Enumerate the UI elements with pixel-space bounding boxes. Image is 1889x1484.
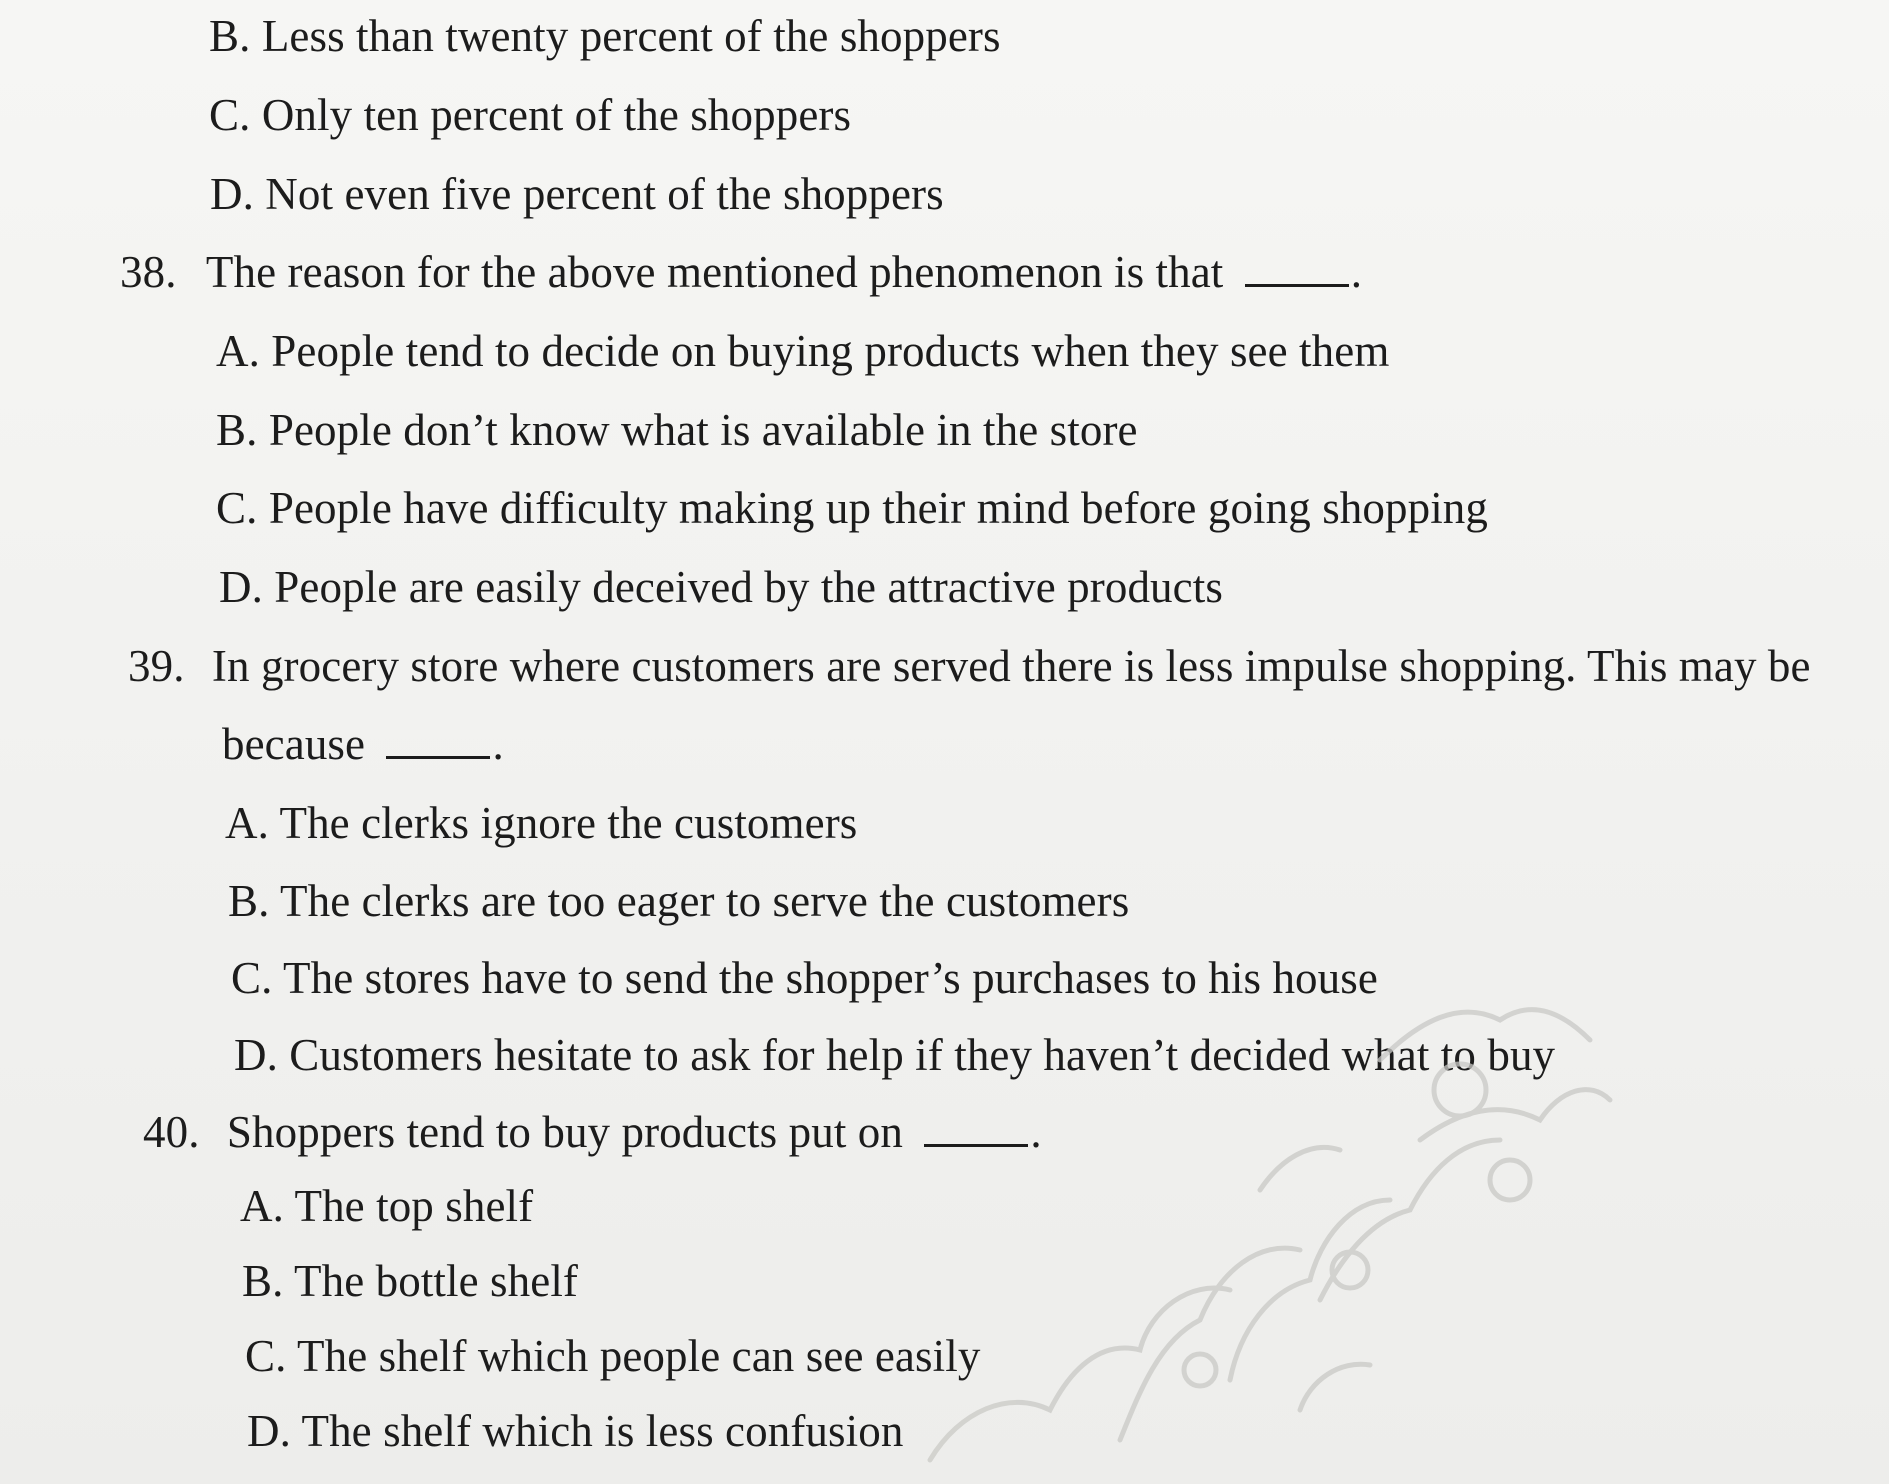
q39-number: 39. [128,641,185,691]
q39-stem [128,638,1811,694]
q40-stem [143,1104,1042,1160]
q40-option-d: D. The shelf which is less confusion [247,1406,904,1456]
q39-option-d: D. Customers hesitate to ask for help if they haven’t decided what to buy [234,1030,1556,1080]
q38-stem [120,244,1362,300]
q40-option-a: A. The top shelf [240,1181,534,1231]
q37-option-c: C. Only ten percent of the shoppers [209,90,852,140]
q39-option-b: B. The clerks are too eager to serve the customers [228,876,1130,926]
q39-stem-continuation [222,716,504,772]
q38-option-c: C. People have difficulty making up their mind before going shopping [216,483,1489,533]
answer-blank [386,722,490,759]
q39-option-a: A. The clerks ignore the customers [225,798,858,848]
q37-option-b: B. Less than twenty percent of the shoppers [209,11,1001,61]
q40-period: . [1030,1107,1042,1157]
q40-option-c: C. The shelf which people can see easily [245,1331,981,1381]
q39-option-c: C. The stores have to send the shopper’s purchases to his house [231,953,1378,1003]
answer-blank [924,1110,1028,1147]
q38-number: 38. [120,247,177,297]
q39-stem-text-line1: In grocery store where customers are served there is less impulse shopping. This may be [211,641,1811,691]
q38-period: . [1350,247,1363,297]
q39-period: . [492,719,504,769]
q38-option-a: A. People tend to decide on buying products when they see them [216,326,1390,376]
q37-option-d: D. Not even five percent of the shoppers [210,169,944,219]
q40-stem-text: Shoppers tend to buy products put on [226,1107,903,1157]
q38-option-b: B. People don’t know what is available in the store [216,405,1138,455]
q40-option-b: B. The bottle shelf [242,1256,579,1306]
q39-stem-text-line2: because [222,719,366,769]
q38-stem-text: The reason for the above mentioned phenomenon is that [205,247,1224,297]
q40-number: 40. [143,1107,200,1157]
answer-blank [1245,250,1349,287]
q38-option-d: D. People are easily deceived by the attractive products [219,562,1223,612]
watermark-stamp-icon [900,940,1620,1484]
